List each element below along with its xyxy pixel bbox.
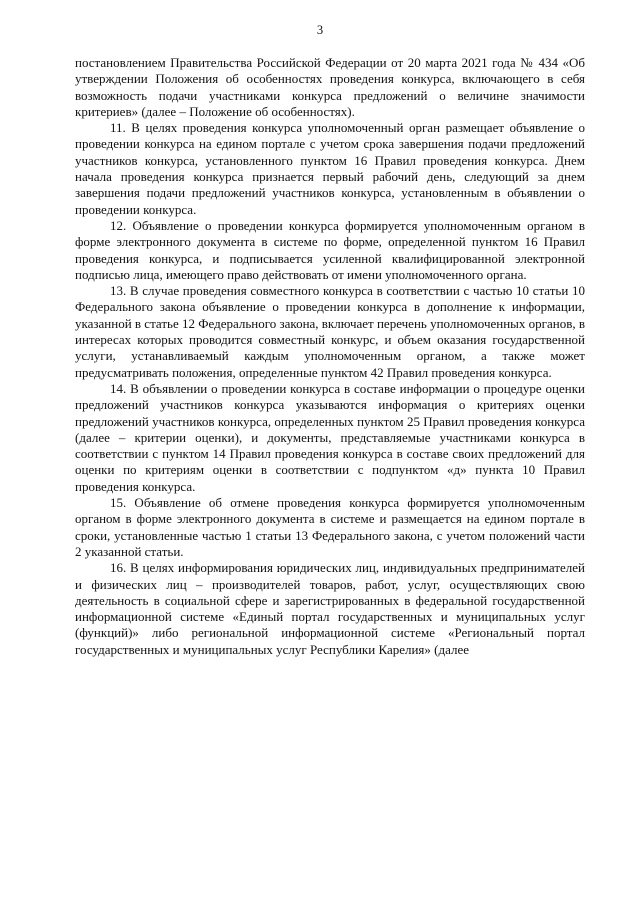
- paragraph-14: 14. В объявлении о проведении конкурса в составе информации о процедуре оценки предложений участников конкурса указываются информация о критериях оценки предложений участников конкурса, определенных пунктом 25 Правил проведения конкурса (далее – критерии оценки), и документы, представляемые участниками конкурса в соответствии с пунктом 14 Правил проведения конкурса в составе своих предложений для оценки по критериям оценки в соответствии с подпунктом «д» пункта 10 Правил проведения конкурса.: [75, 380, 585, 494]
- paragraph-12: 12. Объявление о проведении конкурса формируется уполномоченным органом в форме электронного документа в системе по форме, определенной пунктом 16 Правил проведения конкурса, и подписывается усиленной квалифицированной электронной подписью лица, имеющего право действовать от имени уполномоченного органа.: [75, 217, 585, 282]
- paragraph-11: 11. В целях проведения конкурса уполномоченный орган размещает объявление о проведении конкурса на едином портале с учетом срока завершения подачи предложений участников конкурса, установленного пунктом 16 Правил проведения конкурса. Днем начала проведения конкурса признается первый рабочий день, следующий за днем завершения подачи предложений участников конкурса, установленным в объявлении о проведении конкурса.: [75, 120, 585, 217]
- page-number: 3: [316, 23, 324, 37]
- paragraph-13: 13. В случае проведения совместного конкурса в соответствии с частью 10 статьи 10 Федерального закона объявление о проведении конкурса в дополнение к информации, указанной в статье 12 Федерального закона, включает перечень уполномоченных органов, в интересах которых проводится совместный конкурс, и объем оказания государственной услуги, устанавливаемый каждым уполномоченным органом, а также может предусматривать положения, определенные пунктом 42 Правил проведения конкурса.: [75, 283, 585, 380]
- document-body: [75, 55, 585, 658]
- paragraph-16: 16. В целях информирования юридических лиц, индивидуальных предпринимателей и физических лиц – производителей товаров, работ, услуг, осуществляющих свою деятельность в социальной сфере и зарегистрированных в федеральной государственной информационной системе «Единый портал государственных и муниципальных услуг (функций)» либо региональной информационной системе «Региональный портал государственных и муниципальных услуг Республики Карелия» (далее: [75, 560, 585, 657]
- paragraph-15: 15. Объявление об отмене проведения конкурса формируется уполномоченным органом в форме электронного документа в системе и размещается на едином портале в сроки, установленные частью 1 статьи 13 Федерального закона, с учетом положений части 2 указанной статьи.: [75, 495, 585, 559]
- paragraph-continuation: постановлением Правительства Российской Федерации от 20 марта 2021 года № 434 «Об утверждении Положения об особенностях проведения конкурса, включающего в себя возможность подачи участниками конкурса предложений о величине значимости критериев» (далее – Положение об особенностях).: [75, 55, 585, 119]
